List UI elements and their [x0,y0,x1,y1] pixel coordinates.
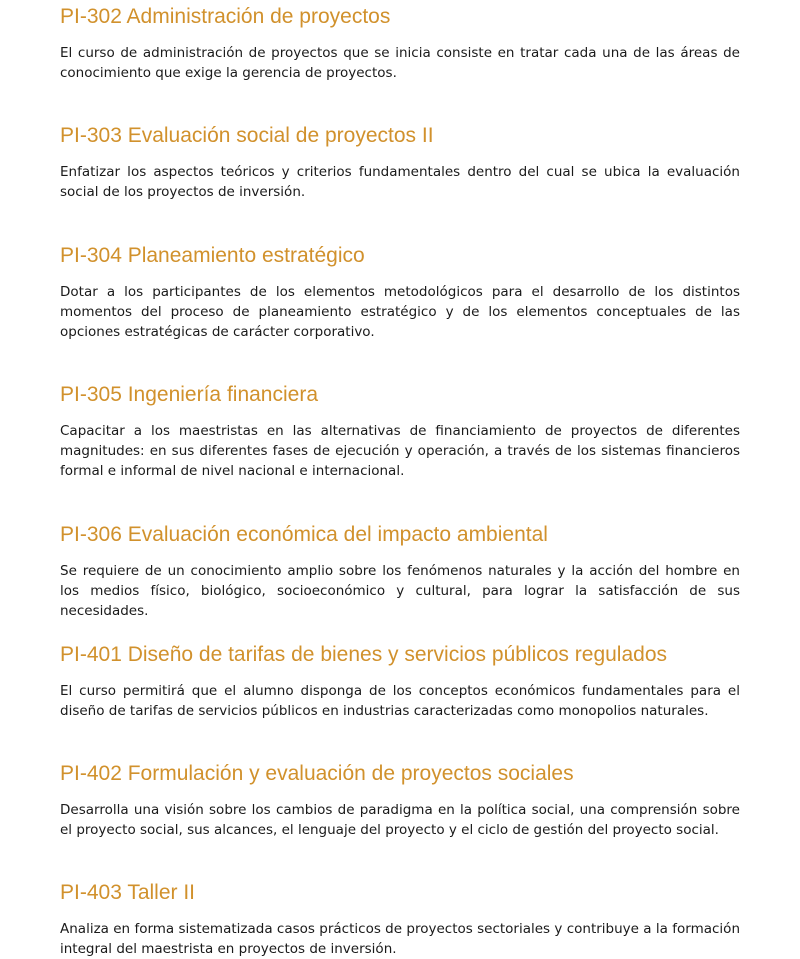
course-pi-304 [60,243,740,342]
course-title: PI-303 Evaluación social de proyectos II [60,124,434,147]
course-description: El curso de administración de proyectos que se inicia consiste en tratar cada una de las áreas de conocimiento que exige la gerencia de proyectos. [60,45,740,81]
course-pi-305 [60,382,740,481]
course-pi-303 [60,123,740,202]
course-title: PI-401 Diseño de tarifas de bienes y servicios públicos regulados [60,643,668,666]
course-pi-401 [60,642,740,721]
course-title: PI-304 Planeamiento estratégico [60,244,365,267]
course-description: Desarrolla una visión sobre los cambios de paradigma en la política social, una comprensión sobre el proyecto social, sus alcances, el lenguaje del proyecto y el ciclo de gestión del proyecto social. [60,802,740,838]
course-description: Se requiere de un conocimiento amplio sobre los fenómenos naturales y la acción del hombre en los medios físico, biológico, socioeconómico y cultural, para lograr la satisfacción de sus necesidades. [60,563,740,619]
course-pi-403 [60,880,740,959]
course-title: PI-403 Taller II [60,881,196,904]
course-description: Dotar a los participantes de los elementos metodológicos para el desarrollo de los distintos momentos del proceso de planeamiento estratégico y de los elementos conceptuales de las opciones estratégicas de carácter corporativo. [60,284,740,340]
course-description: El curso permitirá que el alumno disponga de los conceptos económicos fundamentales para el diseño de tarifas de servicios públicos en industrias caracterizadas como monopolios naturales. [60,683,740,719]
course-title: PI-402 Formulación y evaluación de proyectos sociales [60,762,574,785]
course-pi-306 [60,522,740,621]
course-pi-302 [60,4,740,83]
course-title: PI-302 Administración de proyectos [60,5,391,28]
course-title: PI-306 Evaluación económica del impacto ambiental [60,523,548,546]
course-title: PI-305 Ingeniería financiera [60,383,318,406]
course-pi-402 [60,761,740,840]
course-description: Capacitar a los maestristas en las alternativas de financiamiento de proyectos de diferentes magnitudes: en sus diferentes fases de ejecución y operación, a través de los sistemas financieros formal e informal de nivel nacional e internacional. [60,423,740,479]
course-description: Enfatizar los aspectos teóricos y criterios fundamentales dentro del cual se ubica la evaluación social de los proyectos de inversión. [60,164,740,200]
course-description: Analiza en forma sistematizada casos prácticos de proyectos sectoriales y contribuye a la formación integral del maestrista en proyectos de inversión. [60,921,740,957]
